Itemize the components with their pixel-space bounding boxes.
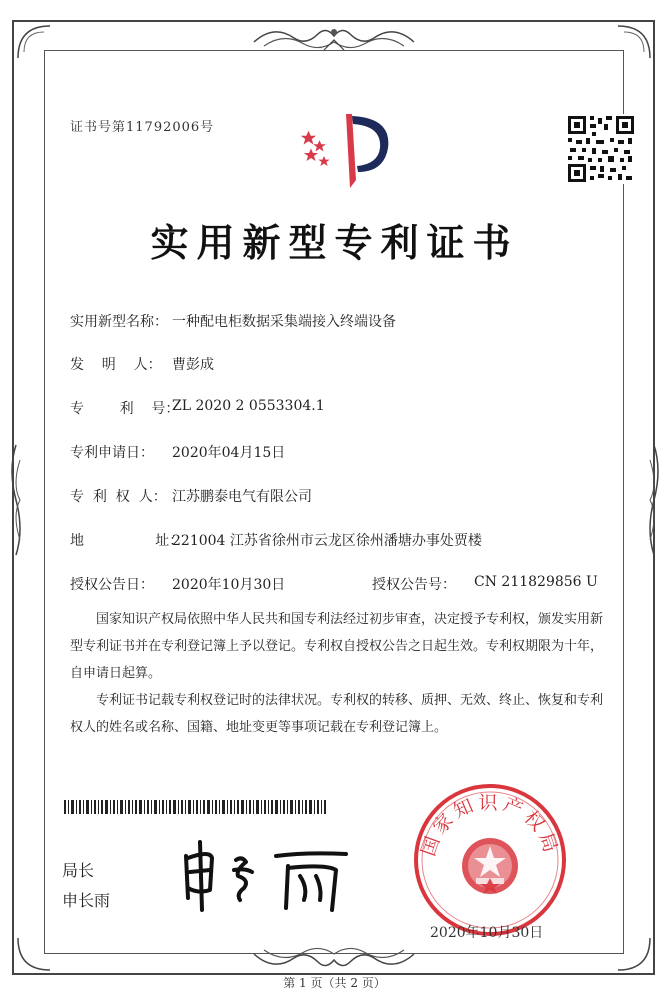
qr-code — [566, 114, 636, 184]
corner-ornament-br — [614, 934, 654, 974]
inventor-label: 发 明 人： — [70, 357, 162, 373]
announcement-number-label: 授权公告号： — [372, 577, 456, 593]
right-ornament — [644, 440, 664, 560]
barcode — [64, 800, 326, 814]
seal-date: 2020年10月30日 — [430, 925, 544, 941]
official-seal — [412, 782, 568, 938]
patent-number-value: ZL 2020 2 0553304.1 — [172, 398, 325, 414]
filing-date-value: 2020年04月15日 — [172, 445, 286, 461]
utility-model-name-value: 一种配电柜数据采集端接入终端设备 — [172, 314, 396, 330]
inventor-value: 曹彭成 — [172, 357, 214, 373]
corner-ornament-tl — [14, 22, 54, 62]
patent-number-label: 专 利 号： — [70, 401, 180, 417]
body-paragraph-1: 国家知识产权局依照中华人民共和国专利法经过初步审查，决定授予专利权，颁发实用新型专利证书并在专利登记簿上予以登记。专利权自授权公告之日起生效。专利权期限为十年，自申请日起算。 — [70, 612, 604, 681]
svg-text:国家知识产权局: 国家知识产权局 — [417, 791, 563, 859]
filing-date-label: 专利申请日： — [70, 445, 154, 461]
address-value: 221004 江苏省徐州市云龙区徐州潘塘办事处贾楼 — [172, 533, 482, 549]
top-ornament — [244, 22, 424, 56]
corner-ornament-tr — [614, 22, 654, 62]
certificate-number: 证书号第11792006号 — [70, 120, 215, 135]
certificate-title: 实用新型专利证书 — [150, 220, 519, 265]
body-paragraph-2: 专利证书记载专利权登记时的法律状况。专利权的转移、质押、无效、终止、恢复和专利权人的姓名或名称、国籍、地址变更等事项记载在专利登记簿上。 — [70, 693, 604, 735]
announcement-number-value: CN 211829856 U — [474, 574, 598, 590]
handwritten-signature — [176, 836, 366, 916]
announcement-date-value: 2020年10月30日 — [172, 577, 286, 593]
patentee-label: 专 利 权 人： — [70, 489, 167, 505]
left-ornament — [6, 440, 26, 560]
bottom-ornament — [244, 944, 424, 974]
page-indicator: 第 1 页（共 2 页） — [283, 976, 386, 990]
director-title: 局长 — [62, 861, 95, 880]
patentee-value: 江苏鹏泰电气有限公司 — [172, 489, 312, 505]
announcement-date-label: 授权公告日： — [70, 577, 154, 593]
address-label: 地 址： — [70, 533, 184, 549]
corner-ornament-bl — [14, 934, 54, 974]
utility-model-name-label: 实用新型名称： — [70, 314, 168, 330]
director-name: 申长雨 — [62, 891, 111, 910]
cnipa-logo — [300, 110, 400, 192]
